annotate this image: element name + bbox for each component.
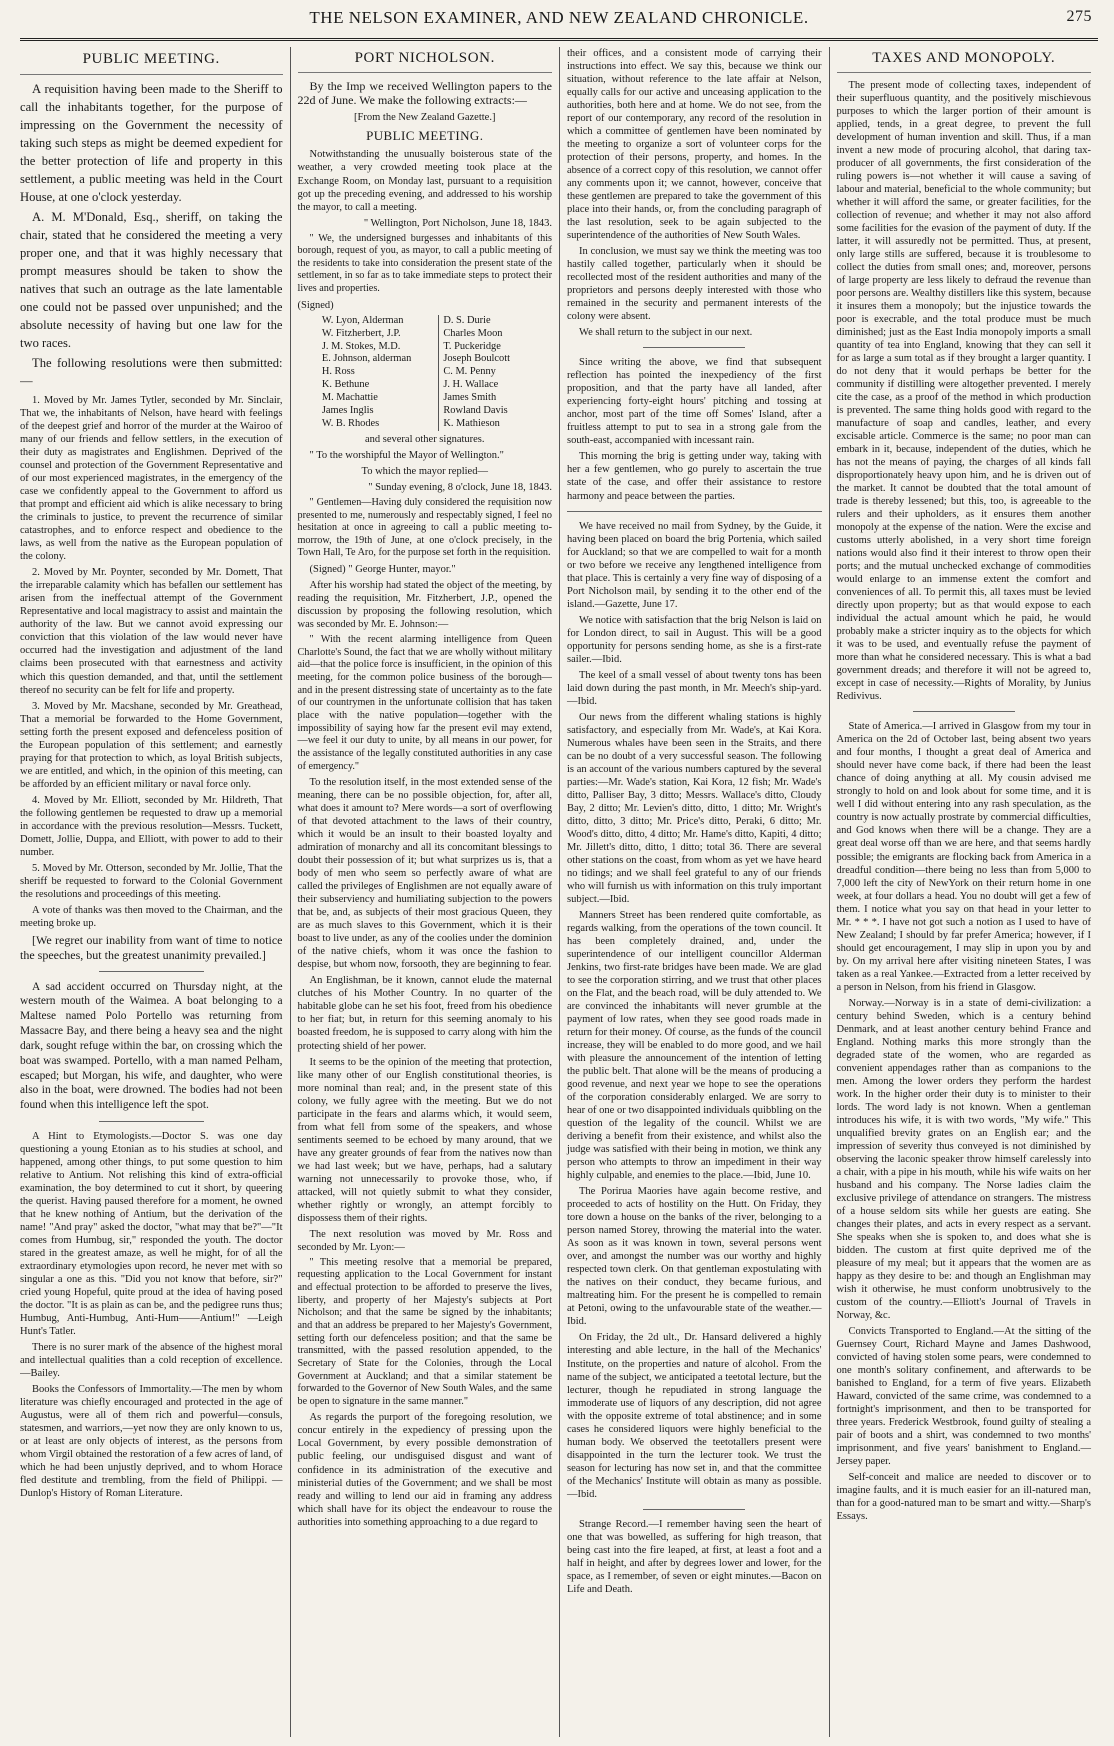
article-paragraph: This morning the brig is getting under way, taking with her a few gentlemen, who go purely to ascertain the true state of the case, and offer their assistance to restore harmony and peace between the parties. [567,451,822,502]
bailey-quote: There is no surer mark of the absence of the highest moral and intellectual qualities than a cold reception of excellence.—Bailey. [20,1342,283,1380]
news-item: The Porirua Maories have again become restive, and proceeded to acts of hostility on the Hutt. On Friday, they tore down a house on the banks of the river, belonging to a person named Storey, throwing the material into the water. As soon as it was known in town, several persons went over, and amongst the number was our worthy and highly respected town clerk. On that gentleman expostulating with the natives on their conduct, they became furious, and maltreating him. For the present he is compelled to remain at Petoni, owing to the unfavourable state of the weather.—Ibid. [567,1186,822,1328]
mayor-signature: (Signed) " George Hunter, mayor." [309,564,456,576]
divider [99,1121,204,1122]
signer-name: Charles Moon [443,327,503,339]
divider [643,1509,745,1510]
dateline: " Wellington, Port Nicholson, June 18, 1843. [363,217,552,229]
divider [643,347,745,348]
column-2 [290,47,560,1737]
article-paragraph: We shall return to the subject in our next. [579,327,753,339]
column-1 [20,47,290,1737]
divider [567,511,822,512]
article-paragraph: In conclusion, we must say we think the meeting was too hastily called together, particularly when it should be recollected most of the resident authorities and many of the proprietors and persons deeply interested with those who remained in the security and permanent interests of the colony were absent. [567,246,822,323]
signature-row [318,315,532,328]
signer-name: C. M. Penny [443,366,496,378]
norway-item: Norway.—Norway is in a state of demi-civilization: a century behind Sweden, which is a century behind Denmark, and at least another century behind France and England. Nothing marks this more strongly than the degraded state of the women, who are regarded as convenient appendages rather than as companions to the men. Among the lower orders they perform the hardest work. In the higher order their duty is to minister to their lords. The word lady is not known. When a gentleman introduces his wife, it is with two words, "My wife." This unqualified brevity grates on an English ear; and the impression of severity thus conveyed is not diminished by observing the laconic speaker throw himself carelessly into a chair, with a pipe in his mouth, while his wife waits on her husband and his company. The Norse ladies claim the exclusive privilege of attendance on strangers. The mistress of a house seldom sits while her guests are eating. She changes their plates, and acts in every respect as a servant. She speaks when she is spoken to, and does what she is bidden. The custom at first quite deprived me of the pleasure of my meal; but it appears that the women are as happy as they desire to be: and though an Englishman may wish it otherwise, he must conform unobtrusively to the custom of the country.—Elliott's Journal of Travels in Norway, &c. [836,997,1091,1322]
article-paragraph: An Englishman, be it known, cannot elude the maternal clutches of his Mother Country. In no quarter of the habitable globe can he set his foot, freed from his obedience to her fiat; but, in return for this seeming anomaly to his boasted freedom, he is supposed to carry along with him the protecting shield of her power. [297,975,552,1052]
news-item: Manners Street has been rendered quite comfortable, as regards walking, from the operations of the town council. It has been completely drained, and, under the superintendence of our intelligent councillor Alderman Jenkins, two first-rate bridges have been made. We are glad to see the corporation stirring, and we trust that other places on the Flat, and the beach road, will be duly attended to. We are convinced the inhabitants will never grumble at the payment of low rates, when they see good roads made in return for their money. Of course, as the funds of the council increase, they will be enabled to do more good, and we hail with pleasure the announcement of the intention of letting the public belt. That alone will be the means of producing a good revenue, and next year we hope to see the operations of the corporation considerably enlarged. We are sorry to hear of one or two disappointed individuals quibbling on the question of the legality of the council. Whilst we are deriving a benefit from their existence, and whilst also the judge was satisfied with their being in motion, we think any person who attempts to throw an impediment in their way highly culpable, and enemies to the place.—Ibid, June 10. [567,909,822,1182]
columns [20,47,1098,1737]
signer-name: W. B. Rhodes [318,418,439,431]
article-paragraph: Notwithstanding the unusually boisterous state of the weather, a very crowded meeting took place at the Exchange Room, on Monday last, pursuant to a requisition got up the preceding evening, and addressed to his worship the mayor, to call a meeting. [297,149,552,213]
signer-name: Rowland Davis [443,405,508,417]
signer-name: J. M. Stokes, M.D. [318,341,439,354]
news-item: We notice with satisfaction that the brig Nelson is laid on for London direct, to sail in August. This will be a good opportunity for persons sending home, as she is a first-rate sailer.—Ibid. [567,614,822,665]
port-nicholson-heading: PORT NICHOLSON. [298,49,553,73]
article-paragraph: The following resolutions were then submitted:— [20,356,283,389]
signer-name: M. Machattie [318,392,439,405]
signer-name: T. Puckeridge [443,340,501,352]
article-paragraph: To the resolution itself, in the most extended sense of the meaning, there can be no possible objection, for, after all, what does it amount to? Mere words—a sort of overflowing of that devoted attachment to the laws of their country, which it would be an insult to their boasted loyalty and admiration of monarchy and all its concomitant blessings to doubt their possession of it; but what surprizes us is, that a body of men who seem so perfectly aware of what are called the privileges of Englishmen are not equally aware of their subserviency and humiliating subjection to the powers that be, and, as subjects of their most gracious Queen, they are as much slaves to this Government, which it is their boast to live under, as any of the coolies under the dominion of the native chiefs, whom it was once the fashion to despise, but whom now, forsooth, they are beginning to fear. [297,777,552,971]
resolution-4: 4. Moved by Mr. Elliott, seconded by Mr. Hildreth, That the following gentlemen be requested to draw up a memorial in accordance with the previous resolution—Messrs. Tuckett, Domett, Jollie, Duppa, and Elliott, with power to add to their number. [20,794,283,858]
column-3 [559,47,829,1737]
article-paragraph: It seems to be the opinion of the meeting that protection, like many other of our English constitutional theories, is more nominal than real; and, in the present state of this colony, we fully agree with the meeting. But we do not participate in the fears and alarms which, it would seem, from what fell from some of the speakers, and whose sentiments seemed to be echoed by many around, that we have any greater grounds of fear from the natives now than we had last week; but we have, perhaps, had a salutary warning not unnecessarily to provoke those, who, if attacked, will not quietly submit to what they consider, whether rightly or wrongly, an attempt forcibly to dispossess them of their rights. [297,1056,552,1224]
subheading: PUBLIC MEETING. [366,128,484,144]
convicts-item: Convicts Transported to England.—At the sitting of the Guernsey Court, Richard Mayne and James Dashwood, convicted of having stolen some pears, were condemned to one month's solitary confinement, and afterwards to be banished to England, for a term of five years. Elizabeth Haward, convicted of the same crime, was condemned to a fortnight's imprisonment, and then to be transported for three years. Frederick Westbrook, found guilty of stealing a pair of boots and a shirt, was condemned to two months' imprisonment, and five years' banishment to England.—Jersey paper. [836,1326,1091,1468]
article-paragraph: The next resolution was moved by Mr. Ross and seconded by Mr. Lyon:— [297,1228,552,1253]
resolution-1: 1. Moved by Mr. James Tytler, seconded by Mr. Sinclair, That we, the inhabitants of Nelson, have heard with feelings of the deepest grief and horror of the murder at the Wairoo of many of our friends and fellow settlers, in the execution of their duty as magistrates and Englishmen. Deprived of the counsel and protection of the Government Representative and of our most experienced magistrates, in the emergency of the case we confidently appeal to the Government to afford us that prompt and efficient aid which is alike necessary to bring the criminals to justice, to prevent the recurrence of similar catastrophes, and to enforce respect and obedience to the laws, as well from the native as the European population of the colony. [20,395,283,563]
editor-note: [We regret our inability from want of time to notice the speeches, but the greatest unanimity prevailed.] [20,932,283,962]
dateline: " Sunday evening, 8 o'clock, June 18, 1843. [368,481,552,493]
state-of-america-item: State of America.—I arrived in Glasgow from my tour in America on the 2d of October last, being absent two years and four months, I thought a great deal of America and should never have come back, if there had been the least chance of doing anything at all. My cousin advised me strongly to hold on and look about for some time, and it is well I did without entering into any rash speculation, as the country is now actually prostrate by commercial difficulties, and God knows when there will be a change. They are a great deal worse off than we are here, and that seems hardly possible; the emigrants are flocking back from America in a dreadful condition—there being no less than from 5,000 to 7,000 left the city of NewYork on their return home in one week, at four dollars a head. You no doubt will get a few of them. I notice what you say on that head in your letter to Mr. * * *. I have not got such a notion as I used to have of New Zealand; I should by far prefer America; however, if I should get encouragement, I may slip in upon you by and by. On my arrival here after visiting nineteen States, I was taken as a real Yankee.—Extracted from a letter received by a person in Nelson, from his friend in Glasgow. [836,721,1091,993]
signatures-note: and several other signatures. [364,433,485,445]
masthead-title: THE NELSON EXAMINER, AND NEW ZEALAND CHRONICLE. [309,8,809,27]
article-paragraph: their offices, and a consistent mode of carrying their instructions into effect. We say this, because we think our situation, without reference to the late affair at Nelson, equally calls for our active and unceasing application to the authorities, both here and at home. We do not see, from the report of our contemporary, any record of the resolution in which a committee of gentlemen have been nominated by the meeting to organize a sort of volunteer corps for the protection of their persons, property, and homes. In the absence of a correct copy of this resolution, we cannot offer any comments upon it; we cannot, however, conceive that these gentlemen are prepared to take the government of this place into their hands, or, from the concluding paragraph of the last resolution, seek to be again subjected to the superintendence of the authorities of New South Wales. [567,48,822,242]
signer-name: W. Fitzherbert, J.P. [318,328,439,341]
divider [99,971,204,972]
divider [913,711,1015,712]
accident-item: A sad accident occurred on Thursday night, at the western mouth of the Waimea. A boat belonging to a Maltese named Polo Portello was returning from Massacre Bay, and there being a heavy sea and the night dark, sought refuge within the bar, on crossing which the boat was swamped. Portello, with a man named Pelham, escaped; but Morgan, his wife, and daughter, who were also in the boat, were drowned. The bodies had not been found when this intelligence left the spot. [20,980,283,1112]
signer-name: W. Lyon, Alderman [318,315,439,328]
news-item: We have received no mail from Sydney, by the Guide, it having been placed on board the brig Portenia, which sailed for Auckland; so that we are compelled to wait for a month or two before we receive any lengthened intelligence from that place. This is certainly a very fine way of disposing of a Port Nicholson mail, by sending it to the other end of the island.—Gazette, June 17. [567,520,822,610]
signer-name: Joseph Boulcott [443,353,510,365]
hint-etymologists: A Hint to Etymologists.—Doctor S. was one day questioning a young Etonian as to his studies at school, and happened, among other things, to put some question to him relative to Antium. Not relishing this kind of extra-official examination, the boy determined to cut it short, by queering the querist. Having paused therefore for a moment, he owned that he knew nothing of Antium, but the derivation of the name! "And pray" asked the doctor, "what may that be?"—"It comes from Humbug, sir," responded the youth. The doctor stared in the greatest amaze, as well he might, for of all the extraordinary etymologies upon record, he never met with so singular a one as this. "Did you not know that before, sir?" cried young Hopeful, quite proud at the idea of having posed the doctor. "It is as plain as can be, and the pedigree runs thus; Humbug, Anti-Humbug, Anti-Hum——Antium!" —Leigh Hunt's Tatler. [20,1131,283,1338]
masthead [20,8,1098,34]
whaling-item: Our news from the different whaling stations is highly satisfactory, and especially from Mr. Wade's, at Kai Kora. Numerous whales have been seen in the Straits, and there can be no doubt of a very successful season. The following is an account of the various numbers captured by the several parties:—Mr. Wade's station, Kai Kora, 12 fish; Mr. Wade's ditto, Palliser Bay, 3 ditto; Messrs. Wallace's ditto, Cloudy Bay, 2 ditto; Mr. Levien's ditto, ditto, 1 ditto; Mr. Wright's ditto, ditto, 3 ditto; Mr. Price's ditto, Peraki, 6 ditto; Mr. Wood's ditto, ditto, 4 ditto; Mr. Hame's ditto, Kapiti, 4 ditto; Mr. Jillett's ditto, ditto, 1 ditto; total 36. There are several other stations on the coast, from whom as yet we have heard no tidings; and we shall feel grateful to any of our friends who will furnish us with information on this truly important subject.—Ibid. [567,711,822,905]
mayor-reply: " Gentlemen—Having duly considered the requisition now presented to me, numerously and respectably signed, I feel no hesitation at once in agreeing to call a public meeting to-morrow, the 19th of June, at one o'clock precisely, in the Town Hall, Te Aro, for the purpose set forth in the requisition. [297,496,552,559]
signer-name: E. Johnson, alderman [318,353,439,366]
article-paragraph: To which the mayor replied— [361,465,488,477]
signer-name: James Inglis [318,405,439,418]
signature-row [318,341,532,354]
resolution-3: 3. Moved by Mr. Macshane, seconded by Mr. Greathead, That a memorial be forwarded to the Home Government, setting forth the present exposed and defenceless position of the European population of this settlement; and earnestly praying for that protection to which, as loyal British subjects, we are entitled, and which, in the opinion of this meeting, can be afforded by an efficient military or naval force only. [20,700,283,790]
resolution-text: " This meeting resolve that a memorial be prepared, requesting application to the Local Government for instant and effectual protection to be afforded to preserve the lives, liberty, and property of her Majesty's subjects at Port Nicholson; and that the same be signed by the inhabitants; and that an address be prepared to her Majesty's Government, setting forth our defenceless position; and that the same be transmitted, with the passed resolution appended, to the Secretary of State for the Colonies, through the Local Government at Auckland; and that a similar statement be forwarded to the Governor of New South Wales, and the same be open to signature in the same manner." [297,1256,552,1407]
signer-name: K. Bethune [318,379,439,392]
article-paragraph: Since writing the above, we find that subsequent reflection has pointed the inexpediency of the first proposition, and that the party have all landed, after experiencing forty-eight hours' pitching and tossing at anchor, most part of the time off Somes' Island, after a fruitless attempt to put to sea in a strong gale from the south-east, accompanied with incessant rain. [567,357,822,447]
resolution-2: 2. Moved by Mr. Poynter, seconded by Mr. Domett, That the irreparable calamity which has befallen our settlement has arisen from the ineffectual attempt of the Government Representative and local magistracy to assist and maintain the authority of the law. But we cannot avoid expressing our conviction that this violation of the law would never have occurred had the investigation and adjustment of the land claims been prosecuted with that earnestness and activity which this question demanded, and that, until the settlement thereof no security can be felt for life and property. [20,567,283,696]
strange-record-item: Strange Record.—I remember having seen the heart of one that was bowelled, as suffering for high treason, that being cast into the fire leaped, at first, at least a foot and a half in height, and after by degrees lower and lower, for the space, as I remember, of seven or eight minutes.—Bacon on Life and Death. [567,1518,822,1595]
signer-name: J. H. Wallace [443,379,499,391]
public-meeting-heading: PUBLIC MEETING. [20,49,283,75]
article-paragraph: As regards the purport of the foregoing resolution, we concur entirely in the expediency of pressing upon the Local Government, by every possible demonstration of public feeling, our undisguised disgust and want of confidence in its administration of the executive and ministerial duties of the Government; and we shall be most ready and willing to lend our aid in framing any address which shall have for its object the endeavour to rouse the authorities into something approaching to a due regard to [297,1412,552,1528]
signature-row [318,353,532,366]
article-paragraph: A. M. M'Donald, Esq., sheriff, on taking the chair, stated that he considered the meeting a very proper one, and that it was highly necessary that prompt measures should be taken to show the natives that such an outrage as the late lamentable one could not be passed over unpunished; and the absolute necessity of having but one law for the two races. [20,210,283,350]
signature-row [318,418,532,431]
source-line: [From the New Zealand Gazette.] [354,112,496,124]
article-paragraph: A vote of thanks was then moved to the Chairman, and the meeting broke up. [20,904,283,929]
signature-row [318,379,532,392]
lecture-item: On Friday, the 2d ult., Dr. Hansard delivered a highly interesting and able lecture, in the hall of the Mechanics' Institute, on the properties and nature of alcohol. From the name of the subject, we anticipated a teetotal lecture, but the lecturer, though he repudiated in strong language the immoderate use of liquors of any description, did not agree with the opposite extreme of total abstinence; and in some cases he considered liquors were highly beneficial to the human body. We observed the teetotallers present were disappointed in the turn the lecturer took. We trust the season for lecturing has now set in, and that the committee of the Mechanics' Institute will obtain as many as possible.—Ibid. [567,1332,822,1500]
books-item: Books the Confessors of Immortality.—The men by whom literature was chiefly encouraged and protected in the age of Augustus, were all of them rich and powerful—consuls, statesmen, and warriors,—yet now they are only known to us, or at least are only objects of interest, as the persons from whom Virgil obtained the restoration of a few acres of land, of which he had been unjustly deprived, and to whom Horace fled destitute and trembling, from the field of Philippi. —Dunlop's History of Roman Literature. [20,1384,283,1500]
news-item: The keel of a small vessel of about twenty tons has been laid down during the past month, in Mr. Meech's ship-yard.—Ibid. [567,669,822,707]
resolution-5: 5. Moved by Mr. Otterson, seconded by Mr. Jollie, That the sheriff be requested to forward to the Colonial Government the resolutions and proceedings of this meeting. [20,862,283,900]
addressee: " To the worshipful the Mayor of Wellington." [309,449,504,461]
taxes-article: The present mode of collecting taxes, independent of their superfluous quantity, and the positively mischievous purposes to which the larger portion of their amount is applied, tends, in a great degree, to prevent the full development of human invention and skill. Thus, if a man invent a new mode of procuring alcohol, that daring tax-producer of all governments, the first consideration of the ruling powers is—not whether it will cause a saving of labour and material, beneficial to the whole community; but whether it will afford the same, or greater facilities, for the collection of revenue; and whether it may not also afford some facilities for the evasion of the payment of duty. If the latter, it will assuredly not be permitted. Thus, at present, only large stills are suffered, because it is troublesome to collect the duties from small ones; and, moreover, persons of large property are less likely to defraud the revenue than poor persons are. Wealthy distillers like this system, because it insures them a monopoly; but the injustice towards the poor is execrable, and the total produce must be much diminished; just as the East India monopoly imports a small quantity of tea into England, knowing that they can sell it for as large a sum total as if they brought a larger quantity. I do not deny that it would perhaps be better for the community if distilling were altogether prevented. I merely cite the case, as a proof of the method in which production is prevented. The same thing holds good with regard to the manufacture of soap and candles, leather, and every excisable article. Commerce is the same; no poor man can embark in it, because, independent of the duties, which he has not the means of paying, the charges of all kinds fall disproportionately heavy upon him, and he is driven out of the market. It cannot be doubted that the total amount of trade is thereby lessened; but this, too, is agreeable to the rulers and their upholders, as it ensures them another monopoly at the expense of the nation. Were the excise and customs utterly abolished, in a very short time foreign nations would also find it their interest to throw open their ports; and the mutual unchecked exchange of commodities would enlarge to an immense extent the comfort and conveniences of all. To permit this, all taxes must be levied directly upon property; but as that would expose to each individual the actual amount which he paid, he would probably make a stricter inquiry as to the objects for which it was to be used, and eventually refuse the payment of more than what he considered necessary. This is what a bad government dreads; and therefore it will not be agreed to, except in case of necessity.—Rights of Morality, by Junius Redivivus. [836,79,1091,703]
signer-name: D. S. Durie [443,314,491,326]
signer-name: K. Mathieson [443,417,500,429]
self-conceit-item: Self-conceit and malice are needed to discover or to imagine faults, and it is much easier for an ill-natured man, than for a good-natured man to be smart and witty.—Sharp's Essays. [836,1472,1091,1523]
page-number: 275 [1066,8,1092,25]
masthead-rule [20,38,1098,41]
resolution-text: " With the recent alarming intelligence from Queen Charlotte's Sound, the fact that we are wholly without military aid—that the police force is insufficient, in the opinion of this meeting, for the common police business of the borough—and in the present distressing state of uncertainty as to the fate of our countrymen in the unfortunate collision that has taken place with the native population—together with the impossibility of saying how far the present evil may extend,—we feel it our duty to unite, by all means in our power, for the assistance of the legally constituted authorities in any case of emergency." [297,634,552,772]
taxes-heading: TAXES AND MONOPOLY. [837,49,1092,73]
signature-row [318,366,532,379]
article-paragraph: After his worship had stated the object of the meeting, by reading the requisition, Mr. Fitzherbert, J.P., opened the discussion by proposing the following resolution, which was seconded by Mr. E. Johnson:— [297,580,552,631]
signer-name: H. Ross [318,366,439,379]
signer-name: James Smith [443,392,497,404]
signed-label: (Signed) [297,299,334,311]
requisition-text: " We, the undersigned burgesses and inhabitants of this borough, request of you, as mayor, to call a public meeting of the residents to take into consideration the present state of the settlement, in so far as to take immediate steps to protect their lives and properties. [297,232,552,295]
article-paragraph: A requisition having been made to the Sheriff to call the inhabitants together, for the purpose of impressing on the Government the necessity of taking such steps as might be deemed expedient for the better protection of life and property in this settlement, a public meeting was held in the Court House, at one o'clock yesterday. [20,82,283,204]
article-paragraph: By the Imp we received Wellington papers to the 22d of June. We make the following extracts:— [297,78,552,108]
signature-row [318,392,532,405]
signature-row [318,405,532,418]
signature-row [318,328,532,341]
signatures-table [318,315,532,431]
column-4 [829,47,1099,1737]
